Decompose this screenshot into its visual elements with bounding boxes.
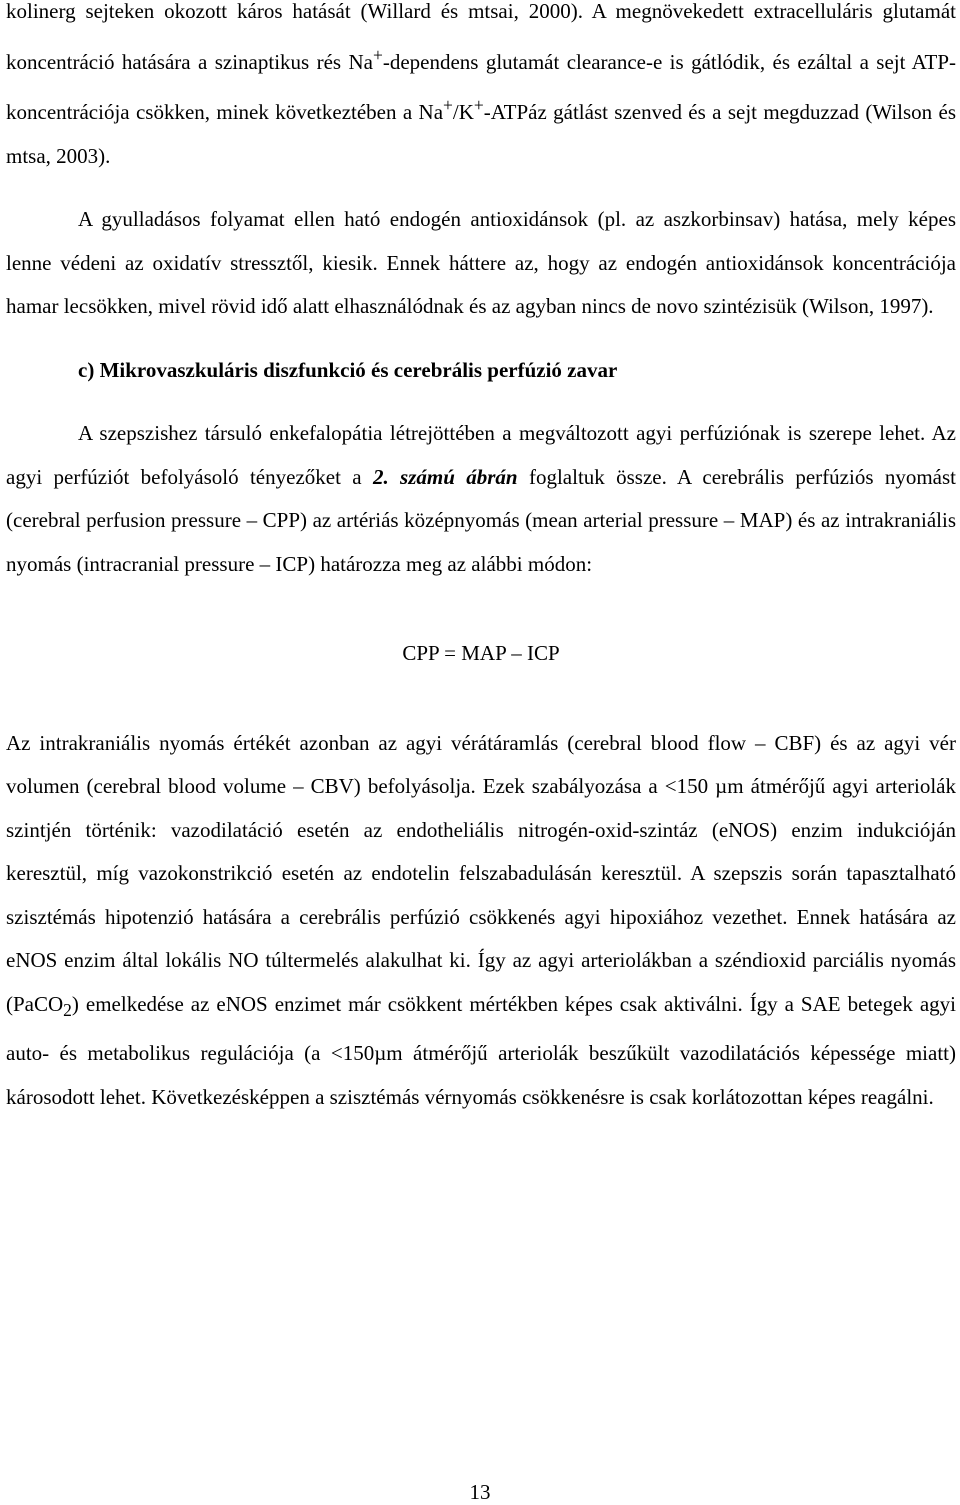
p1-line-4a: Na: [418, 100, 444, 124]
paragraph-1: [6, 0, 956, 178]
subscript-2: 2: [63, 999, 72, 1020]
p1-line-2a: extracelluláris glutamát koncentráció hatására a szinaptikus rés Na: [6, 0, 956, 74]
superscript-plus: +: [443, 95, 453, 115]
p4-text-a: Az intrakraniális nyomás értékét azonban az agyi vérátáramlás (cerebral blood flow – CBF) és az agyi vér volumen (cerebral blood volume – CBV) befolyásolja. Ezek szabályozása a <150 µm átmérőjű agyi arteriolák szintjén történik: vazodilatáció esetén az endotheliális nitrogén-oxid-szintáz (eNOS) enzim indukcióján keresztül, míg vazokonstrikció esetén az endotelin felszabadulásán keresztül. A szepszis során tapasztalható szisztémás hipotenzió hatására a cerebrális perfúzió csökkenés agyi hipoxiához vezethet. Ennek hatására az eNOS enzim által lokális NO túltermelés alakulhat ki. Így az agyi arteriolákban a széndioxid parciális nyomás (PaCO: [6, 730, 956, 1016]
figure-reference: 2. számú ábrán: [372, 464, 518, 489]
paragraph-2: A gyulladásos folyamat ellen ható endogén antioxidánsok (pl. az aszkorbinsav) hatása, mely képes lenne védeni az oxidatív stressztől, kiesik. Ennek háttere az, hogy az endogén antioxidánsok koncentrációja hamar lecsökken, mivel rövid idő alatt elhasználódnak és az agyban nincs de novo szintézisük (Wilson, 1997).: [6, 207, 956, 318]
p3-text-b: foglaltuk össze. A cerebrális perfúziós nyomást (cerebral perfusion pressure – CPP) az artériás középnyomás (mean arterial pressure – MAP) és az intrakraniális nyomás (intracranial pressure – ICP) határozza meg az alábbi módon:: [6, 464, 957, 576]
page-number: 13: [469, 1480, 491, 1504]
superscript-plus: +: [473, 95, 484, 115]
document-page: [6, 0, 956, 1119]
p1-line-2b: -dependens glutamát: [382, 49, 560, 74]
formula: CPP = MAP – ICP: [402, 641, 560, 665]
p4-text-b: ) emelkedése az eNOS enzimet már csökkent mértékben képes csak aktiválni. Így a SAE betegek agyi auto- és metabolikus regulációja (a <150µm átmérőjű arteriolák beszűkült vazodilatációs képessége miatt) károsodott lehet. Következésképpen a szisztémás vérnyomás csökkenésre is csak korlátozottan képes reagálni.: [6, 991, 956, 1109]
p1-line-4b: /K: [452, 100, 474, 124]
p1-line-1: kolinerg sejteken okozott káros hatását (Willard és mtsai, 2000). A megnövekedett: [6, 0, 744, 23]
paragraph-4: [6, 722, 956, 1120]
section-heading: c) Mikrovaszkuláris diszfunkció és cerebrális perfúzió zavar: [78, 357, 618, 382]
superscript-plus: +: [372, 44, 383, 65]
p1-line-3: clearance-e is gátlódik, és ezáltal a sejt ATP-koncentrációja csökken, minek következtében a: [6, 49, 957, 124]
p3-text-a: A szepszishez társuló enkefalopátia létrejöttében a megváltozott agyi perfúziónak is szerepe lehet. Az agyi perfúziót befolyásoló tényezőket a: [6, 421, 956, 489]
paragraph-3: [6, 412, 956, 586]
p1-line-4c: -ATPáz gátlást szenved és a sejt megduzzad (Wilson és mtsa, 2003).: [6, 100, 956, 168]
